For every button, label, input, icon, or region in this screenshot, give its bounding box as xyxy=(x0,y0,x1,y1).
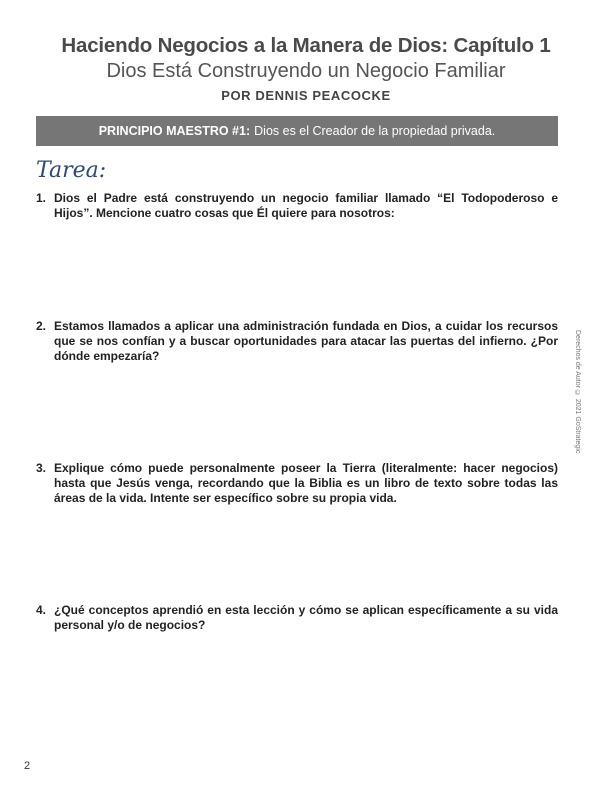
question-text: Explique cómo puede personalmente poseer la Tierra (literalmente: hacer negocios) hasta que Jesús venga, recordando que la Biblia es un libro de texto sobre todas las áreas de la vida. Intente ser específico sobre su propia vida. xyxy=(54,461,558,505)
banner-text: Dios es el Creador de la propiedad privada. xyxy=(254,124,496,138)
author-line: POR DENNIS PEACOCKE xyxy=(221,88,391,103)
question-number: 4. xyxy=(36,603,47,617)
copyright-notice: Derechos de Autor © 2021 GoStrategic xyxy=(574,330,581,454)
question-2 xyxy=(36,319,558,364)
master-principle-banner xyxy=(36,116,558,146)
question-4 xyxy=(36,603,558,633)
page-number: 2 xyxy=(24,760,31,772)
document-title: Haciendo Negocios a la Manera de Dios: Capítulo 1 xyxy=(61,34,551,57)
document-subtitle: Dios Está Construyendo un Negocio Familiar xyxy=(106,60,506,82)
question-text: ¿Qué conceptos aprendió en esta lección y cómo se aplican específicamente a su vida personal y/o de negocios? xyxy=(54,603,558,632)
question-1 xyxy=(36,191,558,221)
question-text: Dios el Padre está construyendo un negocio familiar llamado “El Todopoderoso e Hijos”. Mencione cuatro cosas que Él quiere para nosotros: xyxy=(54,191,558,220)
question-3 xyxy=(36,461,558,506)
question-number: 1. xyxy=(36,191,47,205)
banner-label: PRINCIPIO MAESTRO #1: xyxy=(98,124,251,138)
question-text: Estamos llamados a aplicar una administración fundada en Dios, a cuidar los recursos que se nos confían y a buscar oportunidades para atacar las puertas del infierno. ¿Por dónde empezaría? xyxy=(54,319,558,363)
question-number: 3. xyxy=(36,461,47,475)
section-heading: Tarea: xyxy=(36,158,107,183)
question-number: 2. xyxy=(36,319,47,333)
